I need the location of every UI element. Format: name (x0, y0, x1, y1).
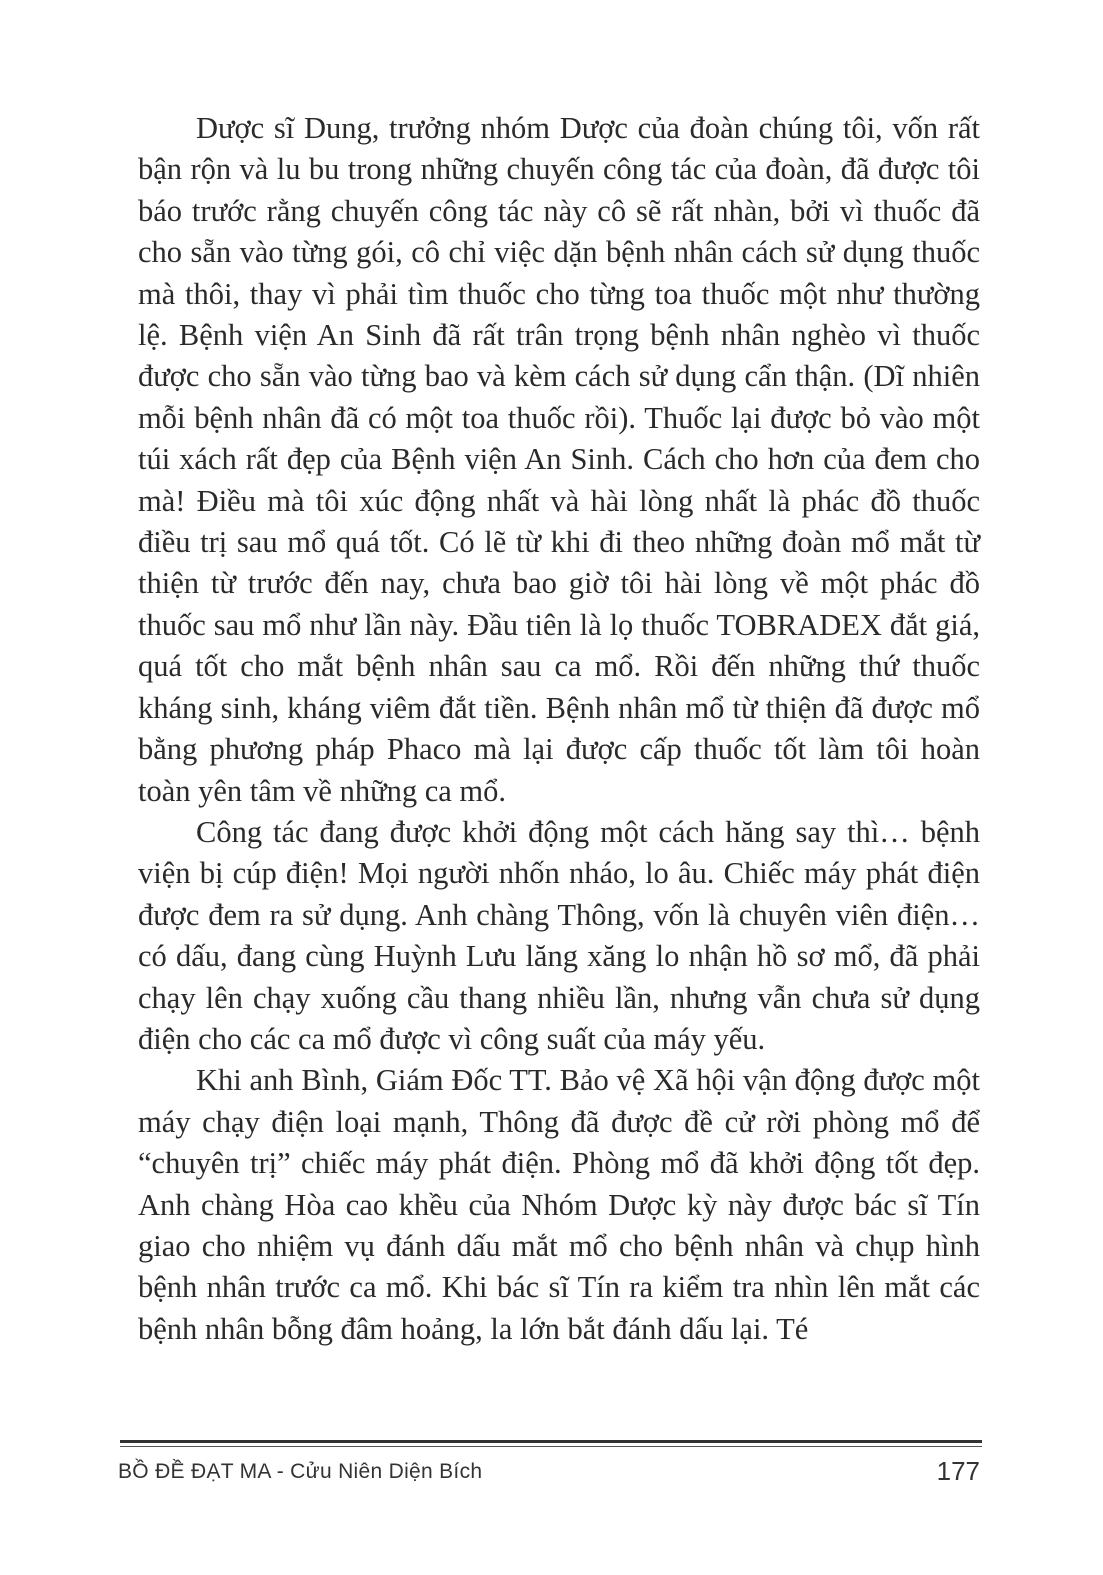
footer-divider (120, 1440, 982, 1443)
paragraph-3: Khi anh Bình, Giám Đốc TT. Bảo vệ Xã hội vận động được một máy chạy điện loại mạnh, Thông đã được đề cử rời phòng mổ để “chuyên trị” chiếc máy phát điện. Phòng mổ đã khởi động tốt đẹp. Anh chàng Hòa cao khều của Nhóm Dược kỳ này được bác sĩ Tín giao cho nhiệm vụ đánh dấu mắt mổ cho bệnh nhân và chụp hình bệnh nhân trước ca mổ. Khi bác sĩ Tín ra kiểm tra nhìn lên mắt các bệnh nhân bỗng đâm hoảng, la lớn bắt đánh dấu lại. Té (138, 1063, 980, 1346)
paragraph-1: Dược sĩ Dung, trưởng nhóm Dược của đoàn chúng tôi, vốn rất bận rộn và lu bu trong những chuyến công tác của đoàn, đã được tôi báo trước rằng chuyến công tác này cô sẽ rất nhàn, bởi vì thuốc đã cho sẵn vào từng gói, cô chỉ việc dặn bệnh nhân cách sử dụng thuốc mà thôi, thay vì phải tìm thuốc cho từng toa thuốc một như thường lệ. Bệnh viện An Sinh đã rất trân trọng bệnh nhân nghèo vì thuốc được cho sẵn vào từng bao và kèm cách sử dụng cẩn thận. (Dĩ nhiên mỗi bệnh nhân đã có một toa thuốc rồi). Thuốc lại được bỏ vào một túi xách rất đẹp của Bệnh viện An Sinh. Cách cho hơn của đem cho mà! Điều mà tôi xúc động nhất và hài lòng nhất là phác đồ thuốc điều trị sau mổ quá tốt. Có lẽ từ khi đi theo những đoàn mổ mắt từ thiện từ trước đến nay, chưa bao giờ tôi hài lòng về một phác đồ thuốc sau mổ như lần này. Đầu tiên là lọ thuốc TOBRADEX đắt giá, quá tốt cho mắt bệnh nhân sau ca mổ. Rồi đến những thứ thuốc kháng sinh, kháng viêm đắt tiền. Bệnh nhân mổ từ thiện đã được mổ bằng phương pháp Phaco mà lại được cấp thuốc tốt làm tôi hoàn toàn yên tâm về những ca mổ. (138, 111, 980, 808)
body-text (138, 108, 980, 1350)
page-number: 177 (936, 1456, 980, 1486)
footer-divider-thin (120, 1446, 982, 1447)
paragraph-2: Công tác đang được khởi động một cách hăng say thì… bệnh viện bị cúp điện! Mọi người nhốn nháo, lo âu. Chiếc máy phát điện được đem ra sử dụng. Anh chàng Thông, vốn là chuyên viên điện… có dấu, đang cùng Huỳnh Lưu lăng xăng lo nhận hồ sơ mổ, đã phải chạy lên chạy xuống cầu thang nhiều lần, nhưng vẫn chưa sử dụng điện cho các ca mổ được vì công suất của máy yếu. (138, 814, 980, 1056)
running-footer-title: BỒ ĐỀ ĐẠT MA - Cửu Niên Diện Bích (118, 1460, 483, 1483)
